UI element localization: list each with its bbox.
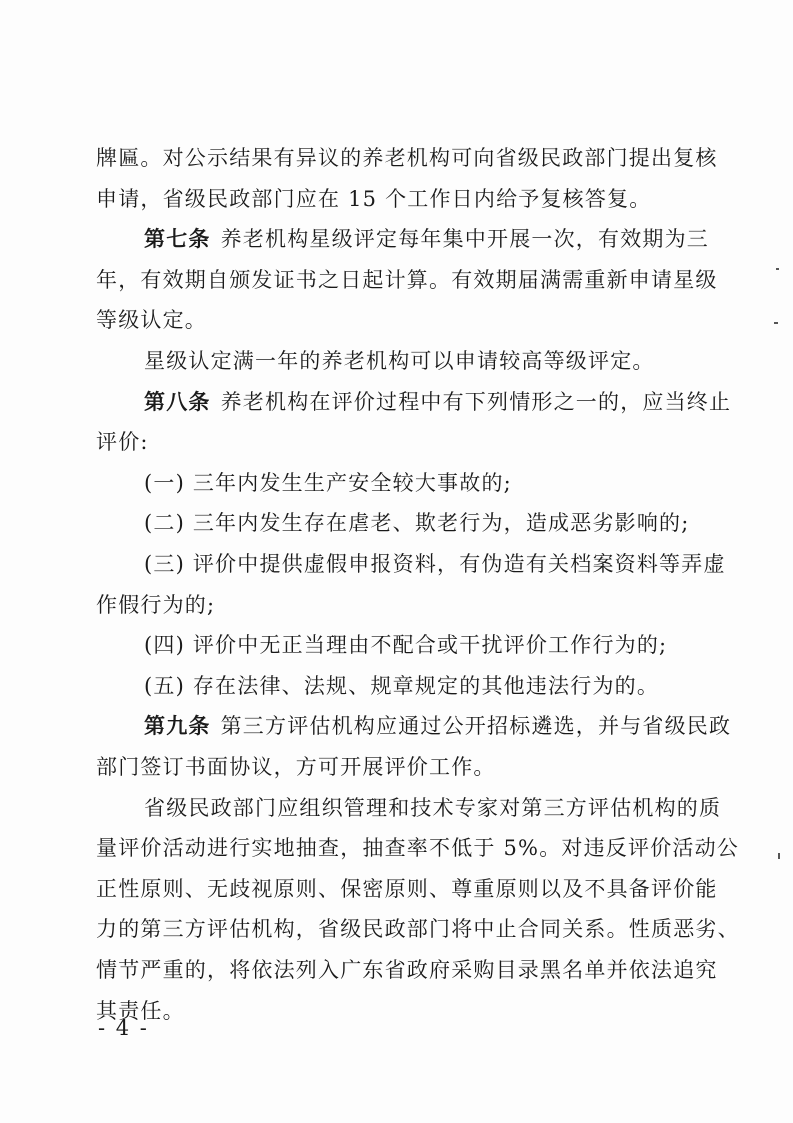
text-line [144,344,710,378]
scan-speck [774,322,778,324]
line-text: 等级认定。 [96,308,207,333]
line-text: 部门签订书面协议，方可开展评价工作。 [96,755,496,779]
line-text: 养老机构在评价过程中有下列情形之一的，应当终止 [220,389,732,414]
line-text: (三) 评价中提供虚假申报资料，有伪造有关档案资料等弄虚 [144,552,726,576]
line-text: (二) 三年内发生存在虐老、欺老行为，造成恶劣影响的; [144,511,690,536]
text-line [96,141,718,175]
text-line [96,872,718,906]
line-text: 正性原则、无歧视原则、保密原则、尊重原则以及不具备评价能 [96,876,718,901]
text-line [144,669,710,703]
line-text: 年，有效期自颁发证书之日起计算。有效期届满需重新申请星级 [96,267,718,292]
text-line [96,750,706,784]
scan-speck [778,853,780,859]
line-text: 星级认定满一年的养老机构可以申请较高等级评定。 [144,349,655,373]
line-text: 作假行为的; [96,592,216,617]
text-line [96,953,718,987]
line-text: 量评价活动进行实地抽查，抽查率不低于 5%。对违反评价活动公 [96,836,739,861]
text-line [96,182,706,216]
article-8-heading: 第八条 [144,388,211,414]
article-8-line [144,385,732,419]
line-text: (五) 存在法律、法规、规章规定的其他违法行为的。 [144,673,660,698]
text-line [96,994,706,1028]
line-text: 力的第三方评估机构，省级民政部门将中止合同关系。性质恶劣、 [96,917,740,942]
article-7-line [144,222,710,256]
article-9-line [144,709,732,743]
article-7-heading: 第七条 [144,226,211,252]
line-text: 其责任。 [96,998,185,1023]
line-text: 省级民政部门应组织管理和技术专家对第三方评估机构的质 [144,795,722,820]
article-9-heading: 第九条 [144,713,211,739]
line-text: (四) 评价中无正当理由不配合或干扰评价工作行为的; [144,633,668,658]
line-text: 第三方评估机构应通过公开招标遴选，并与省级民政 [220,714,732,739]
text-line [96,912,740,946]
text-line [96,831,739,865]
text-line [96,263,718,297]
line-text: 评价: [96,430,149,455]
text-line [144,628,710,662]
line-text: 申请，省级民政部门应在 15 个工作日内给予复核答复。 [96,186,652,211]
scan-speck [776,268,779,270]
text-line [144,466,710,500]
line-text: 情节严重的，将依法列入广东省政府采购目录黑名单并依法追究 [96,958,718,982]
text-line [144,506,710,540]
text-line [144,547,726,581]
page-number: - 4 - [98,1016,149,1040]
line-text: 牌匾。对公示结果有异议的养老机构可向省级民政部门提出复核 [96,146,718,170]
text-line [96,303,706,337]
text-line [144,791,722,825]
text-line [96,425,706,459]
line-text: (一) 三年内发生生产安全较大事故的; [144,470,512,495]
text-line [96,588,706,622]
line-text: 养老机构星级评定每年集中开展一次，有效期为三 [220,227,710,252]
